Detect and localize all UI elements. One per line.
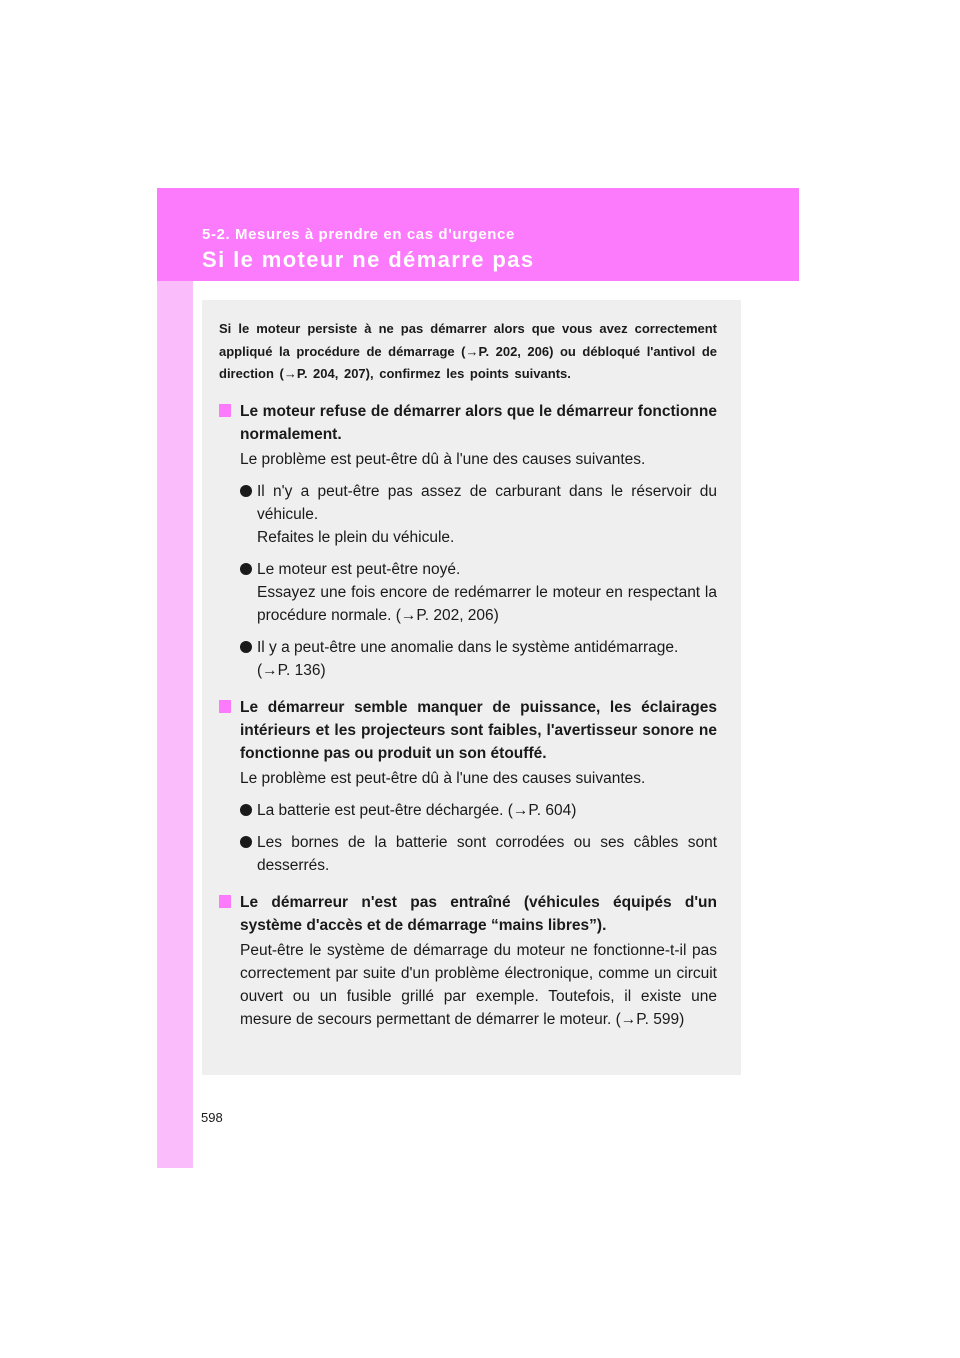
bullet-text: Le moteur est peut-être noyé.: [257, 560, 461, 578]
side-strip: [157, 188, 193, 1168]
bullet-text: Les bornes de la batterie sont corrodées ou ses câbles sont desserrés.: [257, 833, 717, 874]
bullet-text: La batterie est peut-être déchargée. (→P. 604): [257, 801, 577, 819]
section-description: Peut-être le système de démarrage du moteur ne fonctionne-t-il pas correctement par suite d'un problème électronique, comme un circuit ouvert ou un fusible grillé par exemple. Toutefois, il existe une mesure de secours permettant de démarrer le moteur. (→P. 599): [240, 941, 717, 1028]
bullet-item: [219, 831, 717, 877]
round-bullet-icon: [240, 641, 252, 653]
bullet-item: [219, 636, 717, 682]
bullet-item: [219, 480, 717, 549]
round-bullet-icon: [240, 485, 252, 497]
section-heading: [219, 400, 717, 446]
square-bullet-icon: [219, 895, 231, 908]
page-number: 598: [201, 1110, 223, 1125]
round-bullet-icon: [240, 836, 252, 848]
square-bullet-icon: [219, 700, 231, 713]
bullet-action: Essayez une fois encore de redémarrer le moteur en respectant la procédure normale. (→P. 202, 206): [257, 583, 717, 624]
square-bullet-icon: [219, 404, 231, 417]
page-title: Si le moteur ne démarre pas: [202, 247, 535, 272]
intro-paragraph: Si le moteur persiste à ne pas démarrer alors que vous avez correctement appliqué la procédure de démarrage (→P. 202, 206) ou débloqué l'antivol de direction (→P. 204, 207), confirmez les points suivants.: [219, 321, 717, 381]
section-description: Le problème est peut-être dû à l'une des causes suivantes.: [240, 450, 646, 468]
content-body: [219, 318, 717, 1031]
content-box: [202, 300, 741, 1075]
section-description: Le problème est peut-être dû à l'une des causes suivantes.: [240, 769, 646, 787]
section-label: 5-2. Mesures à prendre en cas d'urgence: [202, 226, 515, 243]
bullet-item: [219, 558, 717, 627]
section-heading-text: Le démarreur n'est pas entraîné (véhicules équipés d'un système d'accès et de démarrage “mains libres”).: [240, 893, 717, 934]
bullet-item: [219, 799, 717, 822]
round-bullet-icon: [240, 804, 252, 816]
section-heading: [219, 696, 717, 765]
bullet-text: Il y a peut-être une anomalie dans le système antidémarrage.: [257, 638, 679, 656]
bullet-action: Refaites le plein du véhicule.: [257, 528, 455, 546]
section-heading-text: Le démarreur semble manquer de puissance, les éclairages intérieurs et les projecteurs sont faibles, l'avertisseur sonore ne fonctionne pas ou produit un son étouffé.: [240, 698, 717, 762]
bullet-text: Il n'y a peut-être pas assez de carburant dans le réservoir du véhicule.: [257, 482, 717, 523]
section-heading: [219, 891, 717, 937]
section-heading-text: Le moteur refuse de démarrer alors que le démarreur fonctionne normalement.: [240, 402, 717, 443]
bullet-action: (→P. 136): [257, 661, 326, 679]
round-bullet-icon: [240, 563, 252, 575]
